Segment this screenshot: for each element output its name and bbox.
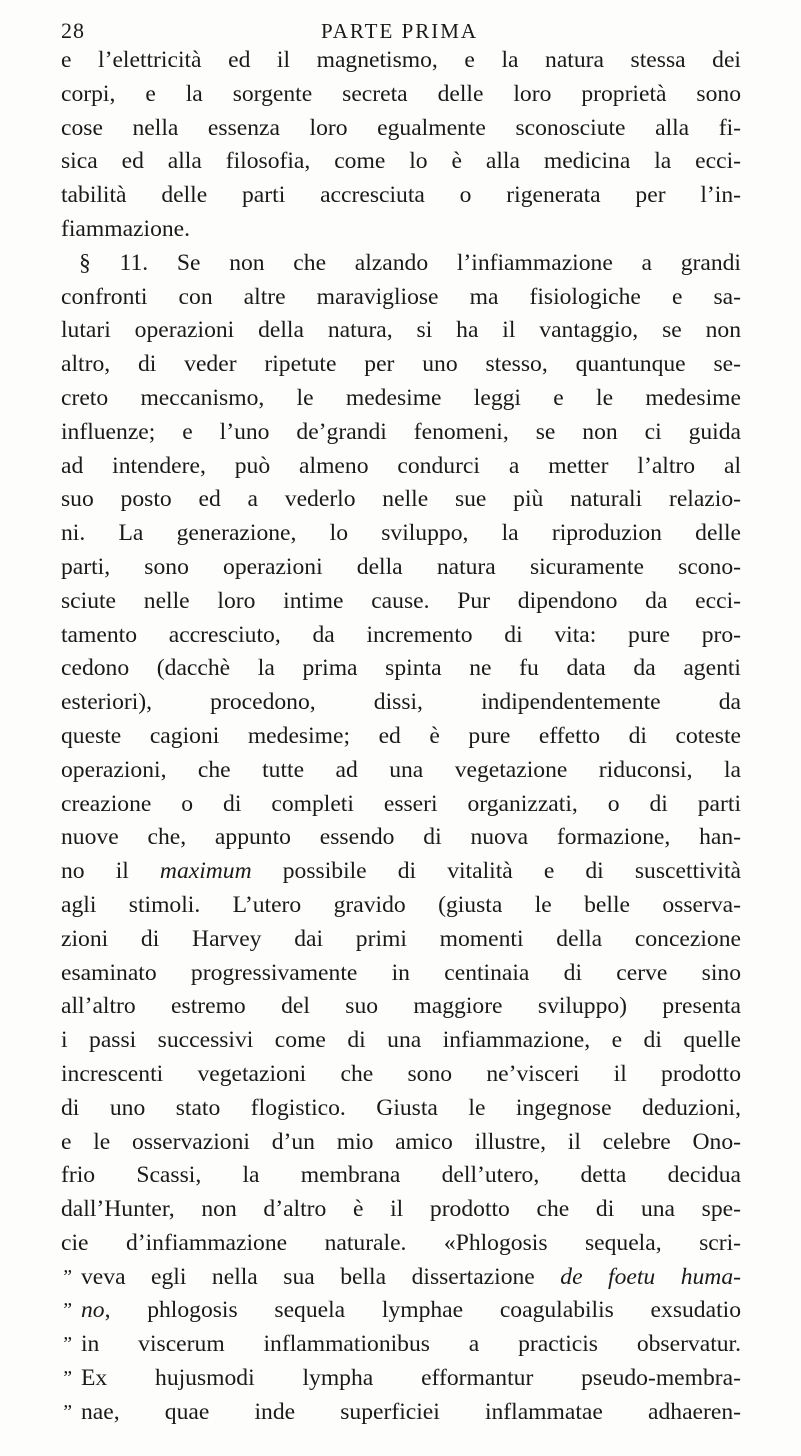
- text-line: esteriori), procedono, dissi, indipendentemente da: [61, 689, 741, 716]
- text-line: esaminato progressivamente in centinaia di cerve sino: [61, 959, 741, 986]
- text-line: nuove che, appunto essendo di nuova formazione, han-: [61, 824, 741, 851]
- text-line: cie d’infiammazione naturale. «Phlogosis sequela, scri-: [61, 1229, 741, 1256]
- text-line: suo posto ed a vederlo nelle sue più naturali relazio-: [61, 486, 741, 513]
- text-line: e l’elettricità ed il magnetismo, e la natura stessa dei: [61, 47, 741, 73]
- text-line: di uno stato flogistico. Giusta le ingegnose deduzioni,: [61, 1094, 741, 1121]
- quote-line: ” nae, quae inde superficiei inflammatae adhaeren-: [61, 1396, 741, 1430]
- quote-line: [61, 1294, 741, 1328]
- text-line: sica ed alla filosofia, come lo è alla medicina la ecci-: [61, 148, 741, 175]
- text-line: tabilità delle parti accresciuta o rigenerata per l’in-: [61, 182, 741, 209]
- quote-line: [61, 1261, 741, 1295]
- text-line: cedono (dacchè la prima spinta ne fu data da agenti: [61, 655, 741, 682]
- page-number: 28: [61, 18, 85, 43]
- text-line: frio Scassi, la membrana dell’utero, detta decidua: [61, 1162, 741, 1189]
- text-line: zioni di Harvey dai primi momenti della concezione: [61, 925, 741, 952]
- text-line: ad intendere, può almeno condurci a metter l’altro al: [61, 452, 741, 479]
- text-segment: veva egli nella sua bella dissertazione: [81, 1263, 561, 1290]
- text-line: queste cagioni medesime; ed è pure effetto di coteste: [61, 722, 741, 749]
- text-line: fiammazione.: [61, 215, 191, 242]
- text-line: influenze; e l’uno de’grandi fenomeni, se non ci guida: [61, 418, 741, 445]
- section-heading-line: § 11. Se non che alzando l’infiammazione a grandi: [79, 249, 741, 276]
- text-line: all’altro estremo del suo maggiore sviluppo) presenta: [61, 993, 741, 1020]
- text-line: parti, sono operazioni della natura sicuramente scono-: [61, 553, 741, 580]
- quote-line: ” Ex hujusmodi lympha efformantur pseudo-membra-: [61, 1362, 741, 1396]
- text-line: corpi, e la sorgente secreta delle loro proprietà sono: [61, 80, 741, 107]
- text-line: tamento accresciuto, da incremento di vita: pure pro-: [61, 621, 741, 648]
- text-line: altro, di veder ripetute per uno stesso, quantunque se-: [61, 351, 741, 378]
- text-line: dall’Hunter, non d’altro è il prodotto che di una spe-: [61, 1196, 741, 1223]
- text-line: creto meccanismo, le medesime leggi e le medesime: [61, 384, 741, 411]
- text-line: increscenti vegetazioni che sono ne’visceri il prodotto: [61, 1060, 741, 1087]
- text-line: operazioni, che tutte ad una vegetazione riduconsi, la: [61, 756, 741, 783]
- text-segment: possibile di vitalità e di suscettività: [251, 858, 741, 885]
- body-text: [61, 44, 741, 1430]
- text-line: confronti con altre maravigliose ma fisiologiche e sa-: [61, 283, 741, 310]
- text-line: sciute nelle loro intime cause. Pur dipendono da ecci-: [61, 587, 741, 614]
- italic-word: maximum: [159, 858, 252, 885]
- text-line-maximum: [61, 855, 741, 889]
- text-line: creazione o di completi esseri organizzati, o di parti: [61, 790, 741, 817]
- italic-title-end: no: [81, 1297, 105, 1324]
- text-line: agli stimoli. L’utero gravido (giusta le belle osserva-: [61, 891, 741, 918]
- text-segment: , phlogosis sequela lymphae coagulabilis exsudatio: [104, 1297, 741, 1324]
- text-line: cose nella essenza loro egualmente sconosciute alla fi-: [61, 114, 741, 141]
- text-line: ni. La generazione, lo sviluppo, la riproduzion delle: [61, 520, 741, 547]
- text-line: i passi successivi come di una infiammazione, e di quelle: [61, 1027, 741, 1054]
- quote-line: ” in viscerum inflammationibus a practicis observatur.: [61, 1328, 741, 1362]
- italic-title: de foetu huma-: [560, 1263, 742, 1290]
- text-line: e le osservazioni d’un mio amico illustre, il celebre Ono-: [61, 1128, 741, 1155]
- text-line: lutari operazioni della natura, si ha il vantaggio, se non: [61, 317, 741, 344]
- running-head: PARTE PRIMA: [321, 19, 479, 43]
- text-segment: no il: [61, 858, 160, 885]
